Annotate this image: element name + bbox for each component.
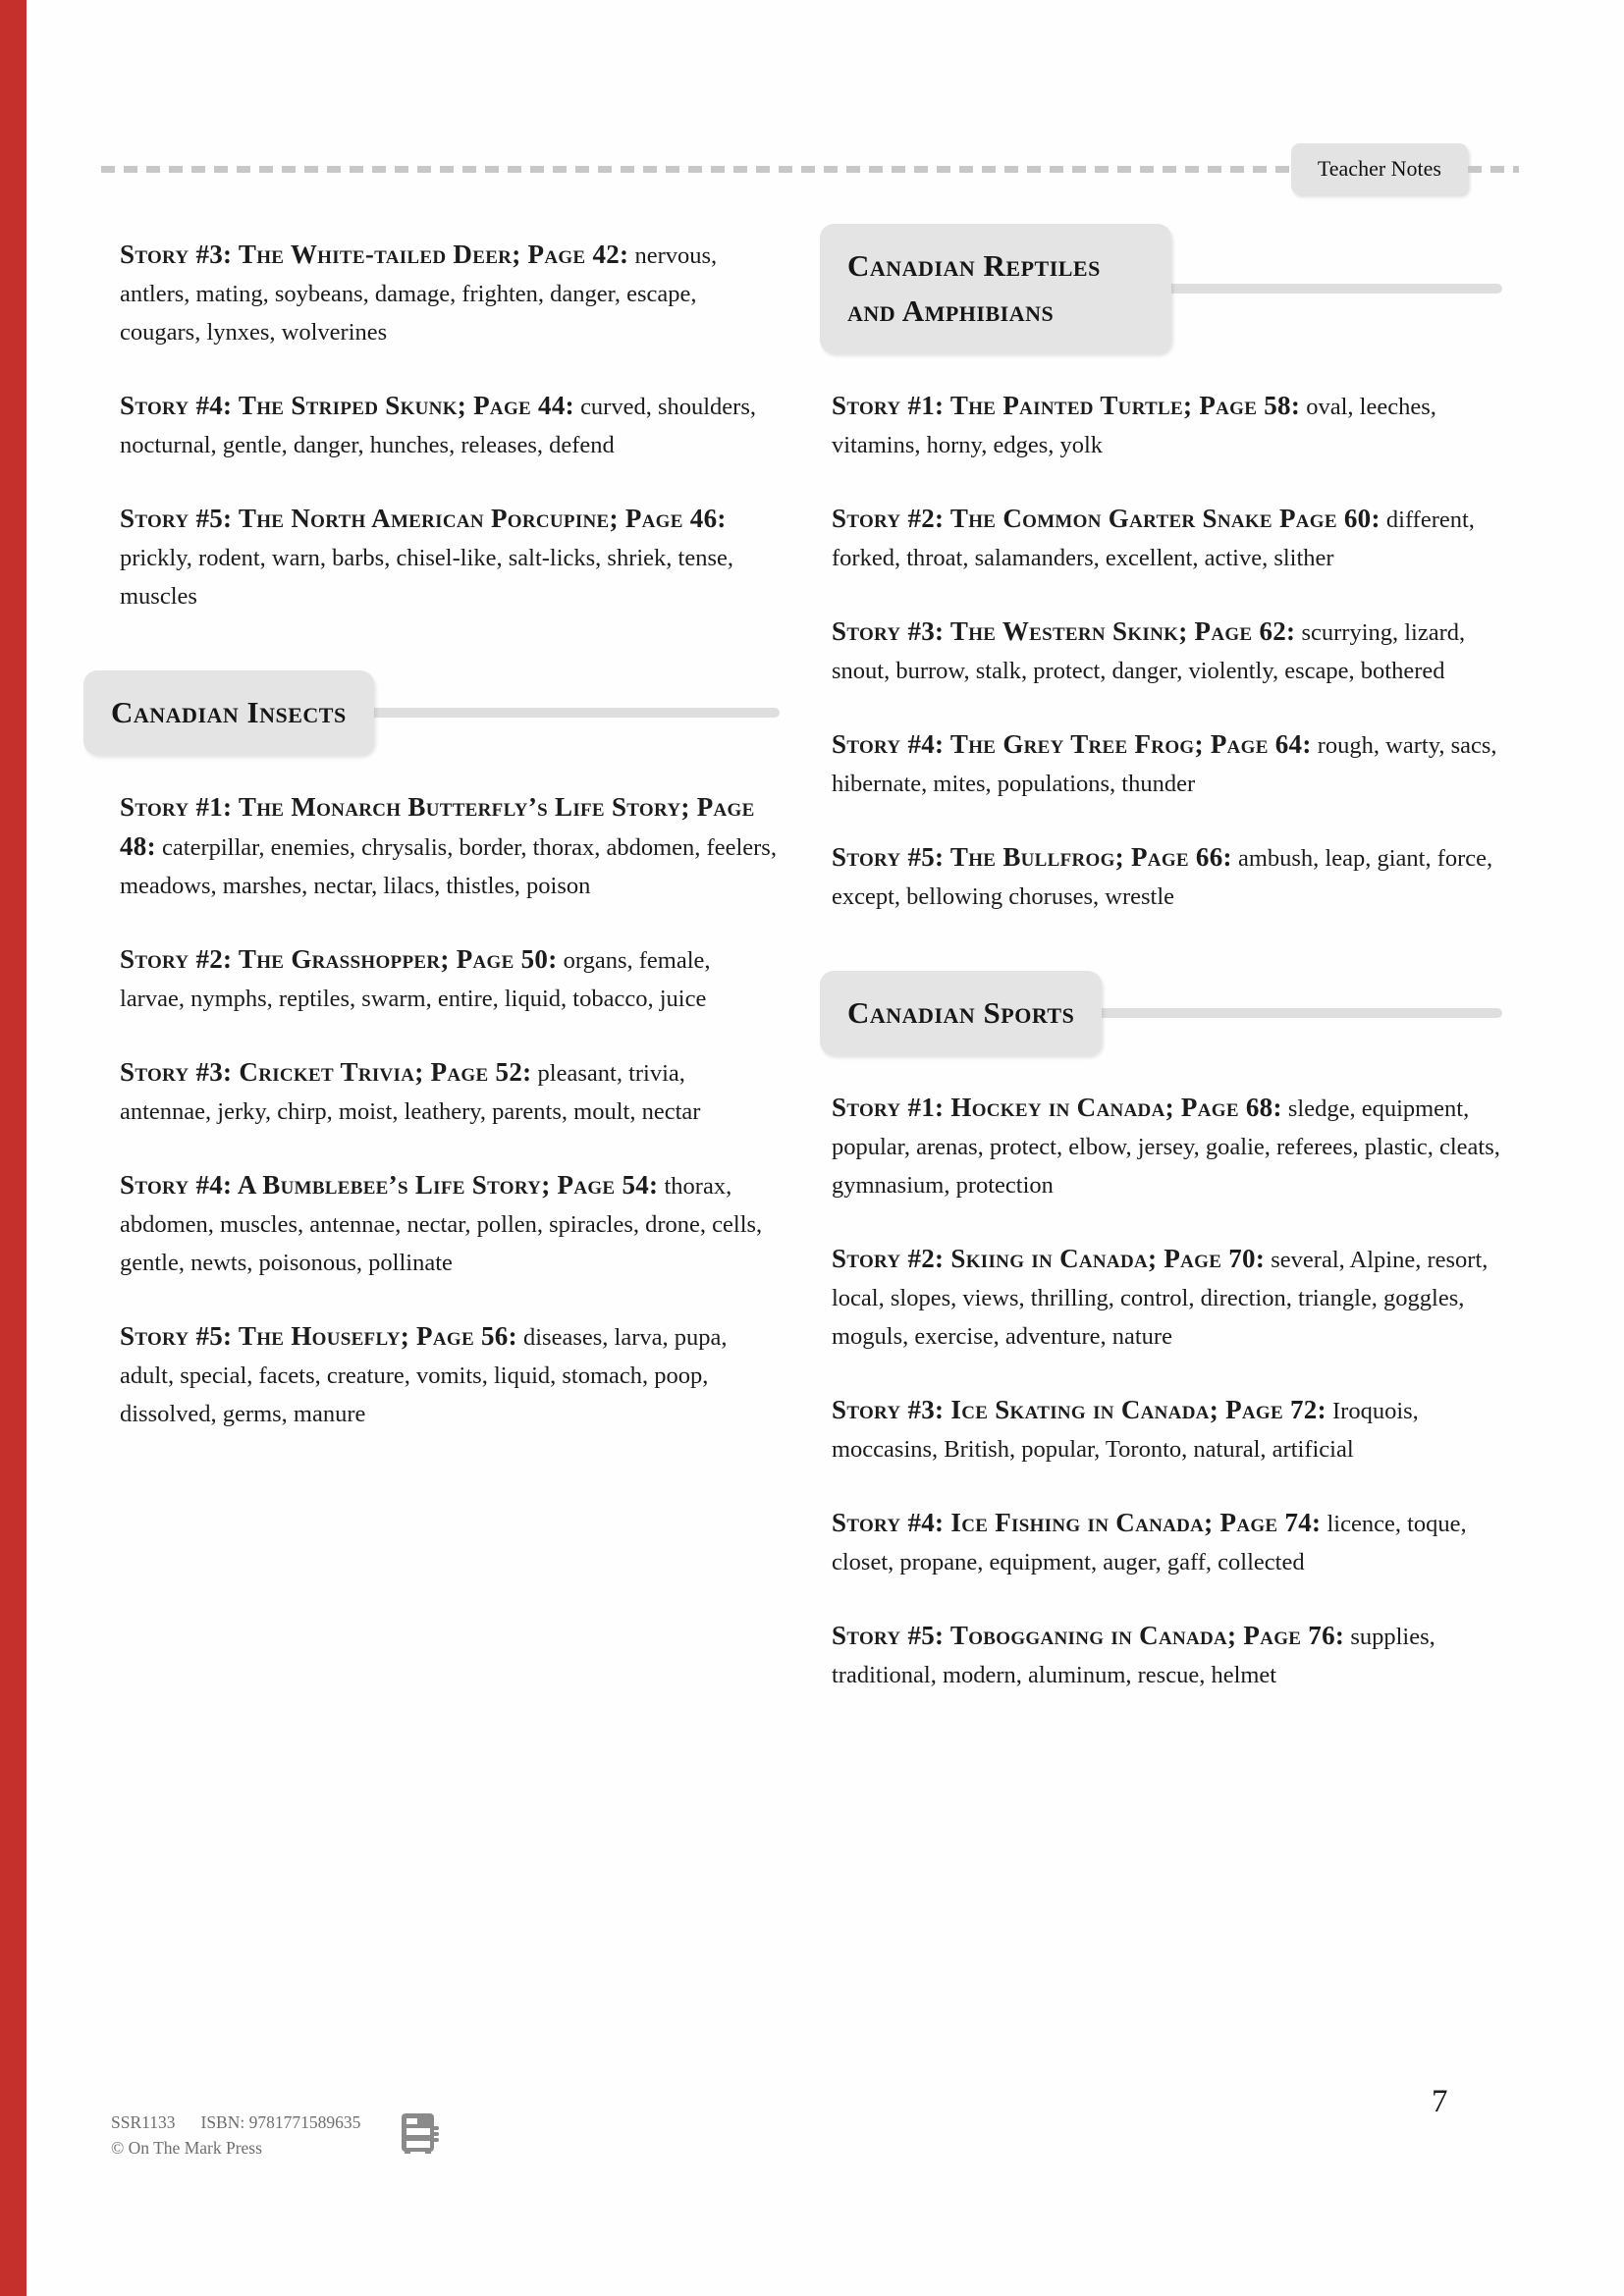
section-header-canadian-insects — [83, 670, 780, 755]
story-title: Story #5: The North American Porcupine; Page 46: — [120, 504, 727, 533]
story-entry — [120, 940, 780, 1018]
story-title: Story #3: The White-tailed Deer; Page 42: — [120, 240, 629, 269]
story-title: Story #3: Cricket Trivia; Page 52: — [120, 1057, 532, 1087]
footer-isbn: ISBN: 9781771589635 — [200, 2112, 361, 2132]
story-entry — [120, 1053, 780, 1131]
page-number: 7 — [1432, 2084, 1448, 2119]
story-words: thorax, abdomen, muscles, antennae, nectar, pollen, spiracles, drone, cells, gentle, newts, poisonous, pollinate — [120, 1173, 763, 1276]
story-words: Iroquois, moccasins, British, popular, Toronto, natural, artificial — [832, 1398, 1419, 1463]
story-words: oval, leeches, vitamins, horny, edges, yolk — [832, 394, 1436, 458]
dashed-line-right — [1468, 166, 1519, 173]
section-header-canadian-sports — [820, 971, 1502, 1055]
teacher-notes-label: Teacher Notes — [1317, 156, 1441, 181]
story-title: Story #2: Skiing in Canada; Page 70: — [832, 1244, 1266, 1273]
story-words: different, forked, throat, salamanders, excellent, active, slither — [832, 507, 1475, 571]
footer-line1 — [111, 2109, 360, 2135]
section-header-canadian-reptiles-and-amphibians — [820, 224, 1502, 353]
section-rule-line — [1165, 284, 1502, 294]
story-words: scurrying, lizard, snout, burrow, stalk, protect, danger, violently, escape, bothered — [832, 619, 1466, 684]
section-title: Canadian Insects — [111, 695, 347, 729]
story-entry — [832, 613, 1502, 690]
right-column — [832, 224, 1502, 1730]
section-title: Canadian Sports — [847, 995, 1075, 1030]
story-entry — [832, 1617, 1502, 1694]
section-rule-line — [368, 708, 780, 718]
story-entry — [120, 500, 780, 615]
section-title: Canadian Reptiles and Amphibians — [847, 248, 1101, 328]
section-title-box — [820, 971, 1102, 1055]
story-entry — [832, 1240, 1502, 1356]
story-title: Story #4: A Bumblebee’s Life Story; Page 54: — [120, 1170, 659, 1200]
story-words: diseases, larva, pupa, adult, special, facets, creature, vomits, liquid, stomach, poop, dissolved, germs, manure — [120, 1324, 728, 1427]
teacher-notes-tab — [1291, 143, 1468, 194]
story-title: Story #2: The Grasshopper; Page 50: — [120, 944, 558, 974]
story-words: several, Alpine, resort, local, slopes, views, thrilling, control, direction, triangle, goggles, moguls, exercise, adventure, nature — [832, 1247, 1489, 1350]
story-words: supplies, traditional, modern, aluminum, rescue, helmet — [832, 1624, 1435, 1688]
footer-copyright: © On The Mark Press — [111, 2138, 262, 2158]
story-words: pleasant, trivia, antennae, jerky, chirp, moist, leathery, parents, moult, nectar — [120, 1060, 701, 1125]
story-title: Story #1: Hockey in Canada; Page 68: — [832, 1093, 1282, 1122]
section-title-box — [83, 670, 374, 755]
story-words: nervous, antlers, mating, soybeans, damage, frighten, danger, escape, cougars, lynxes, wolverines — [120, 242, 718, 346]
story-entry — [120, 1317, 780, 1433]
story-title: Story #4: Ice Fishing in Canada; Page 74: — [832, 1508, 1322, 1537]
story-entry — [120, 788, 780, 905]
story-entry — [832, 387, 1502, 464]
story-title: Story #3: Ice Skating in Canada; Page 72: — [832, 1395, 1326, 1424]
story-title: Story #3: The Western Skink; Page 62: — [832, 616, 1296, 646]
story-words: curved, shoulders, nocturnal, gentle, danger, hunches, releases, defend — [120, 394, 757, 458]
story-entry — [832, 500, 1502, 577]
story-entry — [832, 1504, 1502, 1581]
story-words: ambush, leap, giant, force, except, bellowing choruses, wrestle — [832, 845, 1493, 910]
story-title: Story #4: The Grey Tree Frog; Page 64: — [832, 729, 1312, 759]
footer — [111, 2109, 360, 2161]
story-entry — [832, 838, 1502, 916]
story-title: Story #5: Tobogganing in Canada; Page 76: — [832, 1621, 1345, 1650]
story-title: Story #1: The Painted Turtle; Page 58: — [832, 391, 1301, 420]
section-title-box — [820, 224, 1171, 353]
section-rule-line — [1096, 1008, 1502, 1018]
story-entry — [120, 236, 780, 351]
story-words: sledge, equipment, popular, arenas, protect, elbow, jersey, goalie, referees, plastic, cleats, gymnasium, protection — [832, 1095, 1500, 1199]
story-entry — [832, 725, 1502, 803]
top-dashed-rule — [101, 140, 1519, 197]
story-words: licence, toque, closet, propane, equipment, auger, gaff, collected — [832, 1511, 1467, 1575]
story-title: Story #2: The Common Garter Snake Page 60: — [832, 504, 1380, 533]
left-column — [111, 236, 780, 1468]
story-entry — [120, 1166, 780, 1282]
story-words: prickly, rodent, warn, barbs, chisel-like, salt-licks, shriek, tense, muscles — [120, 545, 734, 610]
story-title: Story #1: The Monarch Butterfly’s Life Story; Page 48: — [120, 792, 755, 861]
red-edge-bar — [0, 0, 27, 2296]
footer-code: SSR1133 — [111, 2112, 176, 2132]
story-title: Story #5: The Housefly; Page 56: — [120, 1321, 517, 1351]
story-entry — [832, 1089, 1502, 1204]
story-title: Story #5: The Bullfrog; Page 66: — [832, 842, 1232, 872]
story-title: Story #4: The Striped Skunk; Page 44: — [120, 391, 574, 420]
story-words: rough, warty, sacs, hibernate, mites, populations, thunder — [832, 732, 1497, 797]
story-words: caterpillar, enemies, chrysalis, border, thorax, abdomen, feelers, meadows, marshes, nectar, lilacs, thistles, poison — [120, 834, 777, 899]
story-entry — [120, 387, 780, 464]
story-entry — [832, 1391, 1502, 1468]
book-stack-icon — [401, 2111, 440, 2160]
story-words: organs, female, larvae, nymphs, reptiles, swarm, entire, liquid, tobacco, juice — [120, 947, 711, 1012]
dashed-line-left — [101, 166, 1291, 173]
